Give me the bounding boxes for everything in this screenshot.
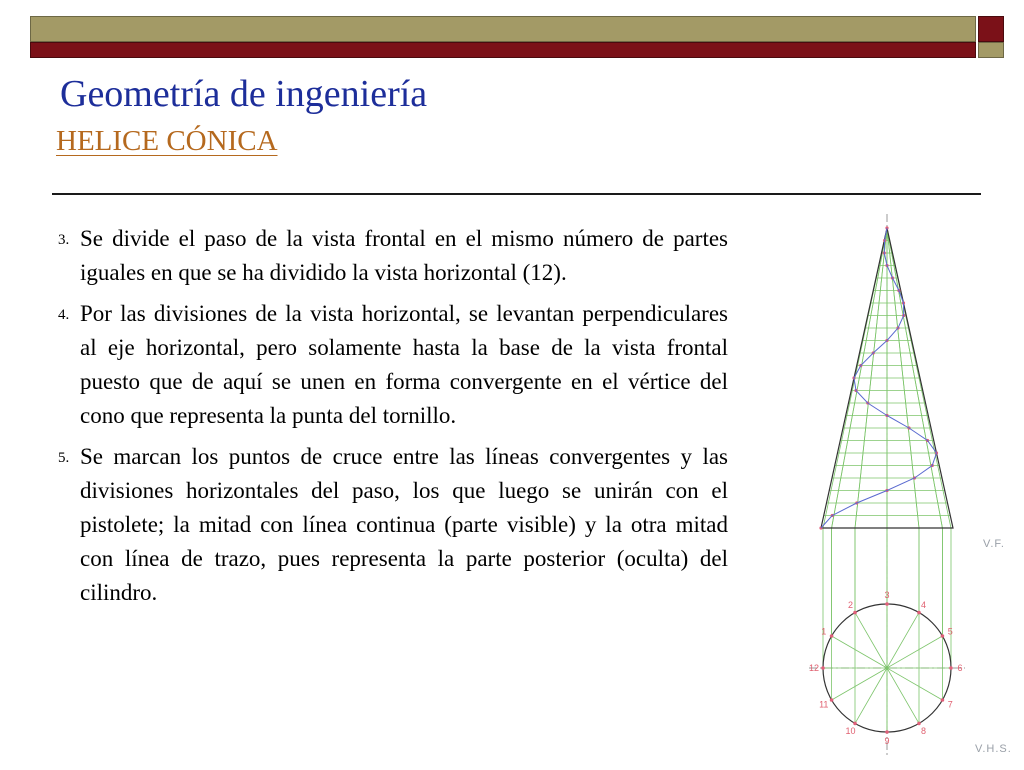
- radial-line: [855, 613, 887, 668]
- step-text: Por las divisiones de la vista horizontal, se levantan perpendiculares al eje horizontal, pero solamente hasta la base de la vista frontal puesto que de aquí se unen en forma convergente en el vértice del cono que representa la punta del tornillo.: [80, 301, 728, 428]
- division-number-label: 2: [847, 599, 854, 610]
- top-view-label: V.H.S.: [975, 743, 1012, 755]
- division-number-label: 9: [884, 736, 890, 746]
- division-number-label: 7: [947, 699, 953, 710]
- division-point: [885, 730, 889, 734]
- division-point: [830, 634, 834, 638]
- division-number-label: 8: [920, 726, 927, 737]
- step-number: 4.: [58, 307, 70, 323]
- division-point: [853, 611, 857, 615]
- radial-line: [832, 636, 887, 668]
- division-number-label: 11: [819, 699, 829, 710]
- division-number-label: 4: [920, 599, 927, 610]
- step-item: [58, 297, 728, 433]
- header-bar-maroon: [30, 42, 976, 58]
- header-bar-olive: [30, 16, 976, 42]
- slide-title: Geometría de ingeniería: [60, 73, 428, 115]
- header-corner-block-lower: [978, 42, 1004, 58]
- conical-helix-drawing: [795, 210, 1020, 765]
- division-point: [917, 611, 921, 615]
- step-number: 5.: [58, 450, 70, 466]
- step-text: Se divide el paso de la vista frontal en el mismo número de partes iguales en que se ha dividido la vista horizontal (12).: [80, 226, 728, 285]
- title-divider: [52, 193, 981, 195]
- division-point: [853, 722, 857, 726]
- division-number-label: 10: [845, 726, 856, 737]
- division-number-label: 3: [884, 590, 890, 600]
- radial-line: [887, 613, 919, 668]
- radial-line: [832, 668, 887, 700]
- radial-line: [887, 668, 942, 700]
- steps-list: [58, 222, 728, 617]
- division-number-label: 1: [821, 626, 827, 637]
- front-view-label: V.F.: [983, 538, 1005, 550]
- division-number-label: 5: [947, 626, 953, 637]
- step-text: Se marcan los puntos de cruce entre las líneas convergentes y las divisiones horizontales del paso, los que luego se unirán con el pistolete; la mitad con línea continua (parte visible) y la otra mitad con línea de trazo, pues representa la parte posterior (oculta) del cilindro.: [80, 444, 728, 605]
- division-number-label: 6: [957, 663, 963, 673]
- division-point: [949, 666, 953, 670]
- step-number: 3.: [58, 232, 70, 248]
- step-item: [58, 222, 728, 290]
- decorative-header-bar: [30, 16, 976, 58]
- division-point: [821, 666, 825, 670]
- conical-helix-svg: [795, 210, 1020, 765]
- radial-line: [855, 668, 887, 723]
- division-point: [885, 602, 889, 606]
- radial-line: [887, 636, 942, 668]
- radial-line: [887, 668, 919, 723]
- slide-subtitle: HELICE CÓNICA: [56, 125, 278, 157]
- division-point: [917, 722, 921, 726]
- division-number-label: 12: [808, 663, 820, 673]
- step-item: [58, 440, 728, 610]
- division-point: [941, 634, 945, 638]
- header-corner-block: [978, 16, 1004, 42]
- division-point: [941, 698, 945, 702]
- division-point: [830, 698, 834, 702]
